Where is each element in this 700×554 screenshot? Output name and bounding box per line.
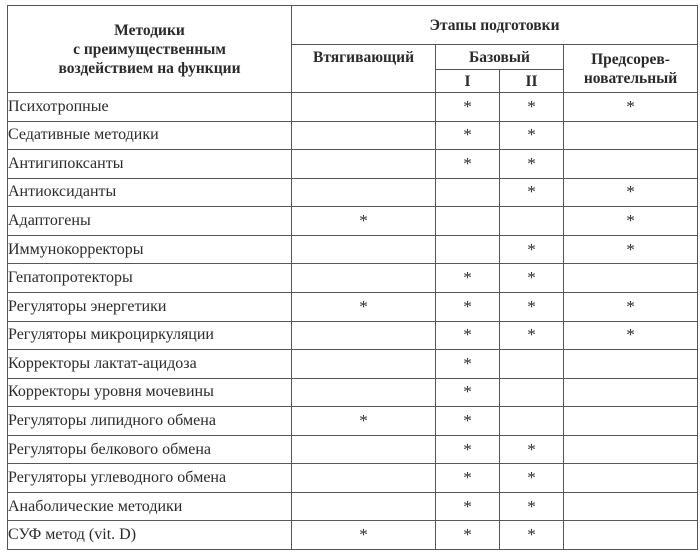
base-stage-header: Базовый bbox=[436, 45, 564, 70]
retracting-mark-cell: * bbox=[292, 292, 436, 321]
base-i-mark-cell: * bbox=[436, 521, 500, 550]
precompetitive-mark-cell bbox=[564, 435, 698, 464]
table-row bbox=[8, 464, 698, 493]
retracting-mark-cell: * bbox=[292, 207, 436, 236]
method-name-cell: Корректоры уровня мочевины bbox=[8, 378, 292, 407]
base-i-mark-cell: * bbox=[436, 264, 500, 293]
base-ii-mark-cell: * bbox=[500, 521, 564, 550]
retracting-mark-cell bbox=[292, 121, 436, 150]
table-header bbox=[8, 6, 698, 93]
precompetitive-header-text bbox=[571, 50, 691, 88]
base-ii-mark-cell bbox=[500, 407, 564, 436]
method-name-cell: Адаптогены bbox=[8, 207, 292, 236]
precompetitive-mark-cell bbox=[564, 121, 698, 150]
base-i-mark-cell: * bbox=[436, 378, 500, 407]
method-name-cell: Антигипоксанты bbox=[8, 150, 292, 179]
base-i-mark-cell: * bbox=[436, 464, 500, 493]
precompetitive-mark-cell bbox=[564, 150, 698, 179]
retracting-mark-cell bbox=[292, 492, 436, 521]
retracting-mark-cell bbox=[292, 464, 436, 493]
precompetitive-mark-cell bbox=[564, 378, 698, 407]
precompetitive-mark-cell: * bbox=[564, 235, 698, 264]
retracting-mark-cell bbox=[292, 178, 436, 207]
base-ii-mark-cell: * bbox=[500, 121, 564, 150]
table-row bbox=[8, 321, 698, 350]
precompetitive-header-line-2: новательный bbox=[583, 69, 678, 87]
base-i-mark-cell: * bbox=[436, 121, 500, 150]
methods-header-line-2: с преимущественным bbox=[73, 40, 226, 58]
base-stage-ii-header: II bbox=[500, 70, 564, 93]
base-i-mark-cell: * bbox=[436, 407, 500, 436]
table-row bbox=[8, 150, 698, 179]
base-ii-mark-cell bbox=[500, 350, 564, 379]
precompetitive-mark-cell bbox=[564, 492, 698, 521]
precompetitive-mark-cell bbox=[564, 407, 698, 436]
base-i-mark-cell: * bbox=[436, 93, 500, 122]
method-name-cell: Регуляторы углеводного обмена bbox=[8, 464, 292, 493]
table-row bbox=[8, 435, 698, 464]
table-row bbox=[8, 207, 698, 236]
table-row bbox=[8, 235, 698, 264]
precompetitive-stage-header bbox=[564, 45, 698, 93]
retracting-mark-cell bbox=[292, 93, 436, 122]
table-row bbox=[8, 292, 698, 321]
base-ii-mark-cell: * bbox=[500, 178, 564, 207]
precompetitive-mark-cell bbox=[564, 350, 698, 379]
base-i-mark-cell: * bbox=[436, 435, 500, 464]
retracting-mark-cell: * bbox=[292, 521, 436, 550]
base-ii-mark-cell: * bbox=[500, 93, 564, 122]
base-i-mark-cell bbox=[436, 178, 500, 207]
precompetitive-mark-cell: * bbox=[564, 321, 698, 350]
table-row bbox=[8, 492, 698, 521]
retracting-stage-header: Втягивающий bbox=[292, 45, 436, 93]
method-name-cell: Корректоры лактат-ацидоза bbox=[8, 350, 292, 379]
retracting-mark-cell bbox=[292, 150, 436, 179]
base-ii-mark-cell bbox=[500, 378, 564, 407]
methods-stages-table bbox=[7, 5, 698, 550]
base-stage-i-header: I bbox=[436, 70, 500, 93]
method-name-cell: Психотропные bbox=[8, 93, 292, 122]
precompetitive-mark-cell bbox=[564, 521, 698, 550]
base-i-mark-cell: * bbox=[436, 292, 500, 321]
methods-header-line-1: Методики bbox=[114, 21, 185, 39]
method-name-cell: Регуляторы микроциркуляции bbox=[8, 321, 292, 350]
retracting-mark-cell bbox=[292, 264, 436, 293]
retracting-mark-cell bbox=[292, 435, 436, 464]
methods-column-header bbox=[8, 6, 292, 93]
table-row bbox=[8, 350, 698, 379]
base-ii-mark-cell: * bbox=[500, 492, 564, 521]
method-name-cell: Регуляторы белкового обмена bbox=[8, 435, 292, 464]
base-ii-mark-cell bbox=[500, 207, 564, 236]
retracting-mark-cell bbox=[292, 378, 436, 407]
base-i-mark-cell: * bbox=[436, 321, 500, 350]
table-row bbox=[8, 121, 698, 150]
table-row bbox=[8, 178, 698, 207]
base-i-mark-cell: * bbox=[436, 350, 500, 379]
base-ii-mark-cell: * bbox=[500, 292, 564, 321]
table-row bbox=[8, 521, 698, 550]
base-ii-mark-cell: * bbox=[500, 435, 564, 464]
retracting-mark-cell: * bbox=[292, 407, 436, 436]
table-row bbox=[8, 407, 698, 436]
precompetitive-mark-cell: * bbox=[564, 292, 698, 321]
method-name-cell: Гепатопротекторы bbox=[8, 264, 292, 293]
base-i-mark-cell: * bbox=[436, 150, 500, 179]
method-name-cell: Антиоксиданты bbox=[8, 178, 292, 207]
precompetitive-mark-cell: * bbox=[564, 207, 698, 236]
base-i-mark-cell bbox=[436, 207, 500, 236]
method-name-cell: Иммунокорректоры bbox=[8, 235, 292, 264]
base-i-mark-cell bbox=[436, 235, 500, 264]
method-name-cell: Седативные методики bbox=[8, 121, 292, 150]
precompetitive-mark-cell bbox=[564, 264, 698, 293]
retracting-mark-cell bbox=[292, 235, 436, 264]
method-name-cell: Регуляторы энергетики bbox=[8, 292, 292, 321]
table-row bbox=[8, 264, 698, 293]
precompetitive-mark-cell: * bbox=[564, 178, 698, 207]
base-ii-mark-cell: * bbox=[500, 264, 564, 293]
precompetitive-header-line-1: Предсорев- bbox=[591, 50, 670, 68]
method-name-cell: Регуляторы липидного обмена bbox=[8, 407, 292, 436]
base-ii-mark-cell: * bbox=[500, 321, 564, 350]
base-ii-mark-cell: * bbox=[500, 464, 564, 493]
base-ii-mark-cell: * bbox=[500, 235, 564, 264]
method-name-cell: Анаболические методики bbox=[8, 492, 292, 521]
stages-header: Этапы подготовки bbox=[292, 6, 698, 45]
retracting-mark-cell bbox=[292, 350, 436, 379]
methods-header-line-3: воздействием на функции bbox=[58, 59, 241, 77]
precompetitive-mark-cell: * bbox=[564, 93, 698, 122]
table-row bbox=[8, 93, 698, 122]
precompetitive-mark-cell bbox=[564, 464, 698, 493]
base-i-mark-cell: * bbox=[436, 492, 500, 521]
table-body bbox=[8, 93, 698, 550]
retracting-mark-cell bbox=[292, 321, 436, 350]
base-ii-mark-cell: * bbox=[500, 150, 564, 179]
method-name-cell: СУФ метод (vit. D) bbox=[8, 521, 292, 550]
table-row bbox=[8, 378, 698, 407]
